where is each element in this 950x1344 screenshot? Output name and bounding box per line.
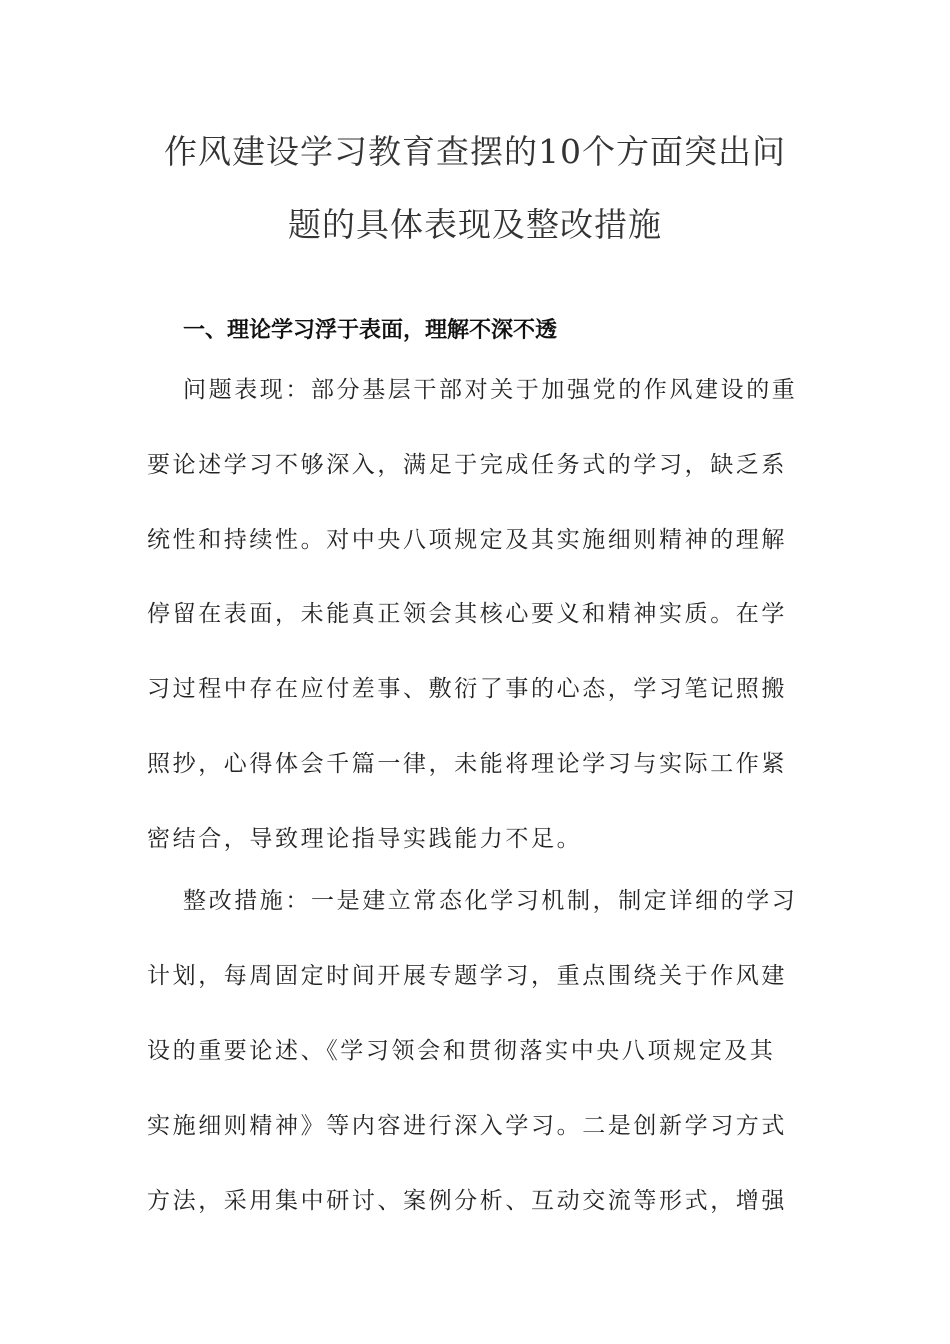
paragraph-line: 实施细则精神》等内容进行深入学习。二是创新学习方式 <box>147 1113 787 1139</box>
paragraph-line: 密结合，导致理论指导实践能力不足。 <box>147 826 583 852</box>
paragraph-line: 停留在表面，未能真正领会其核心要义和精神实质。在学 <box>147 601 787 627</box>
paragraph-line: 习过程中存在应付差事、敷衍了事的心态，学习笔记照搬 <box>147 676 787 702</box>
paragraph-line: 整改措施：一是建立常态化学习机制，制定详细的学习 <box>183 888 798 914</box>
paragraph-line: 设的重要论述、《学习领会和贯彻落实中央八项规定及其 <box>147 1038 776 1064</box>
paragraph-line: 照抄，心得体会千篇一律，未能将理论学习与实际工作紧 <box>147 751 787 777</box>
paragraph-line: 要论述学习不够深入，满足于完成任务式的学习，缺乏系 <box>147 452 787 478</box>
paragraph-line: 问题表现：部分基层干部对关于加强党的作风建设的重 <box>183 377 798 403</box>
section-heading: 一、理论学习浮于表面，理解不深不透 <box>183 317 558 343</box>
document-title-line-2: 题的具体表现及整改措施 <box>288 205 662 244</box>
paragraph-line: 统性和持续性。对中央八项规定及其实施细则精神的理解 <box>147 527 787 553</box>
paragraph-line: 计划，每周固定时间开展专题学习，重点围绕关于作风建 <box>147 963 787 989</box>
paragraph-line: 方法，采用集中研讨、案例分析、互动交流等形式，增强 <box>147 1188 787 1214</box>
document-title-line-1: 作风建设学习教育查摆的10个方面突出问 <box>164 132 786 171</box>
